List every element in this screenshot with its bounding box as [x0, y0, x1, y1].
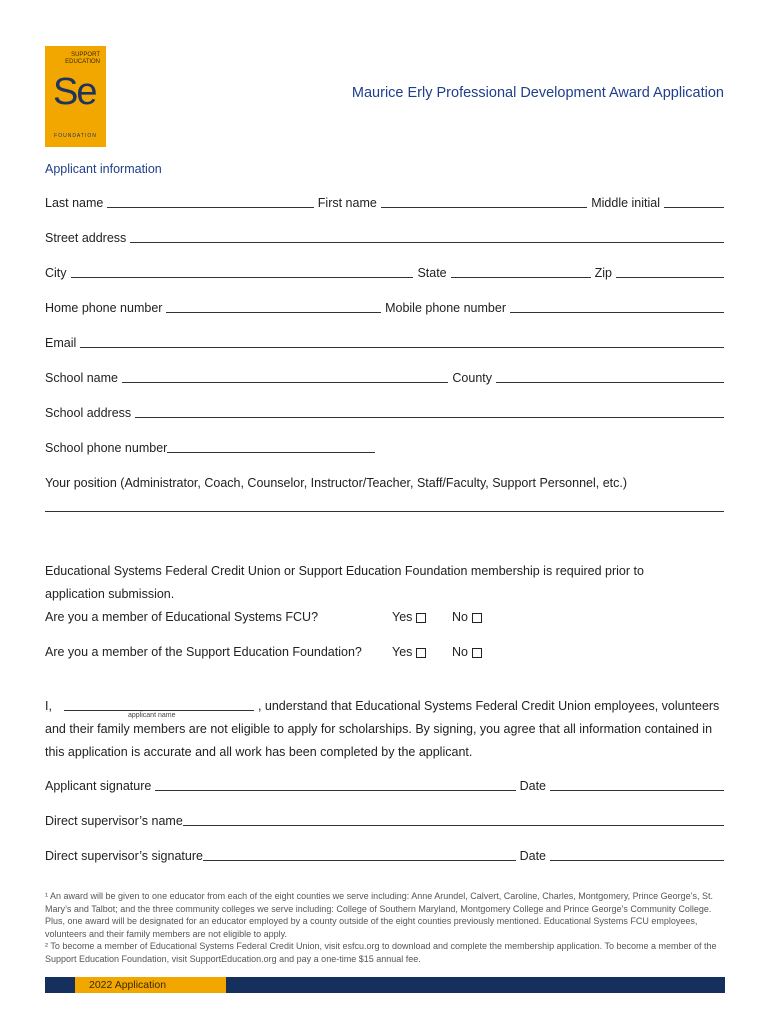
mobile-phone-label: Mobile phone number — [385, 301, 506, 315]
school-phone-row — [45, 441, 375, 455]
footnote-2: ² To become a member of Educational Systems Federal Credit Union, visit esfcu.org to download and complete the membership application. To become a member of the Support Education Foundation, visit SupportEducation.org and pay a one-time $15 annual fee. — [45, 941, 717, 964]
position-row — [45, 500, 724, 512]
street-field[interactable] — [130, 231, 724, 243]
footer-label: 2022 Application — [89, 979, 167, 991]
esfcu-yes[interactable] — [392, 610, 426, 624]
street-label: Street address — [45, 231, 127, 245]
agreement-line-1 — [45, 699, 724, 713]
school-row — [45, 371, 724, 385]
foundation-yes[interactable] — [392, 645, 426, 659]
applicant-date-field[interactable] — [550, 779, 724, 791]
county-label: County — [452, 371, 492, 385]
applicant-name-caption: applicant name — [128, 712, 176, 719]
supervisor-signature-label: Direct supervisor’s signature — [45, 849, 203, 863]
supervisor-signature-field[interactable] — [203, 849, 516, 861]
city-row — [45, 266, 724, 280]
section-heading: Applicant information — [45, 162, 162, 176]
last-name-label: Last name — [45, 196, 104, 210]
logo-mark: Se — [53, 71, 96, 113]
foundation-no[interactable] — [452, 645, 482, 659]
applicant-signature-field[interactable] — [155, 779, 515, 791]
supervisor-date-field[interactable] — [550, 849, 724, 861]
first-name-field[interactable] — [381, 196, 587, 208]
position-field[interactable] — [45, 500, 724, 512]
question-foundation: Are you a member of the Support Education Foundation? — [45, 645, 362, 659]
supervisor-name-label: Direct supervisor’s name — [45, 814, 183, 828]
no-label: No — [452, 645, 468, 659]
agreement-text-3: this application is accurate and all work has been completed by the applicant. — [45, 745, 473, 759]
middle-initial-field[interactable] — [664, 196, 724, 208]
street-row — [45, 231, 724, 245]
yes-label: Yes — [392, 610, 413, 624]
state-field[interactable] — [451, 266, 591, 278]
first-name-label: First name — [317, 196, 377, 210]
applicant-signature-label: Applicant signature — [45, 779, 152, 793]
city-label: City — [45, 266, 67, 280]
home-phone-field[interactable] — [166, 301, 381, 313]
membership-intro-1: Educational Systems Federal Credit Union or Support Education Foundation membership is required prior to — [45, 564, 644, 578]
checkbox[interactable] — [416, 648, 426, 658]
last-name-field[interactable] — [107, 196, 313, 208]
footnote-1: ¹ An award will be given to one educator from each of the eight counties we serve including: Anne Arundel, Calvert, Caroline, Charles, Montgomery, Prince George’s, St. Mary’s and Talbot; and the three community colleges we serve including: College of Southern Maryland, Montgomery College and Prince George’s Community College. Plus, one award will be designated for an educator employed by a county outside of the eight counties previously mentioned. Educational Systems FCU employees, volunteers and their family members are not eligible to apply. — [45, 891, 714, 939]
school-address-label: School address — [45, 406, 132, 420]
home-phone-label: Home phone number — [45, 301, 163, 315]
state-label: State — [417, 266, 447, 280]
agreement-i: I, — [45, 699, 52, 713]
school-address-field[interactable] — [135, 406, 724, 418]
agreement-text-2: and their family members are not eligible to apply for scholarships. By signing, you agree that all information contained in — [45, 722, 713, 736]
logo-foundation: FOUNDATION — [54, 133, 97, 139]
name-row — [45, 196, 724, 210]
school-phone-label: School phone number — [45, 441, 168, 455]
logo-wordmark: SUPPORT EDUCATION — [65, 52, 100, 65]
zip-label: Zip — [594, 266, 612, 280]
phone-row — [45, 301, 724, 315]
checkbox[interactable] — [472, 613, 482, 623]
mobile-phone-field[interactable] — [510, 301, 724, 313]
email-row — [45, 336, 724, 350]
school-address-row — [45, 406, 724, 420]
supervisor-name-field[interactable] — [183, 814, 724, 826]
supervisor-signature-row — [45, 849, 724, 863]
email-field[interactable] — [80, 336, 724, 348]
email-label: Email — [45, 336, 77, 350]
city-field[interactable] — [71, 266, 414, 278]
school-phone-field[interactable] — [167, 441, 375, 453]
no-label: No — [452, 610, 468, 624]
checkbox[interactable] — [472, 648, 482, 658]
page-title: Maurice Erly Professional Development Award Application — [351, 85, 724, 101]
membership-intro-2: application submission. — [45, 587, 175, 601]
esfcu-no[interactable] — [452, 610, 482, 624]
position-label: Your position (Administrator, Coach, Counselor, Instructor/Teacher, Staff/Faculty, Support Personnel, etc.) — [45, 476, 628, 490]
supervisor-name-row — [45, 814, 724, 828]
date-label: Date — [519, 779, 546, 793]
agreement-text-1: , understand that Educational Systems Federal Credit Union employees, volunteers — [257, 699, 720, 713]
footer-bar — [45, 977, 725, 993]
school-name-field[interactable] — [122, 371, 448, 383]
yes-label: Yes — [392, 645, 413, 659]
applicant-name-field[interactable] — [64, 699, 254, 711]
middle-initial-label: Middle initial — [591, 196, 661, 210]
county-field[interactable] — [496, 371, 724, 383]
date-label: Date — [519, 849, 546, 863]
school-name-label: School name — [45, 371, 118, 385]
zip-field[interactable] — [616, 266, 724, 278]
foundation-logo — [45, 46, 106, 147]
question-esfcu: Are you a member of Educational Systems FCU? — [45, 610, 319, 624]
applicant-signature-row — [45, 779, 724, 793]
checkbox[interactable] — [416, 613, 426, 623]
